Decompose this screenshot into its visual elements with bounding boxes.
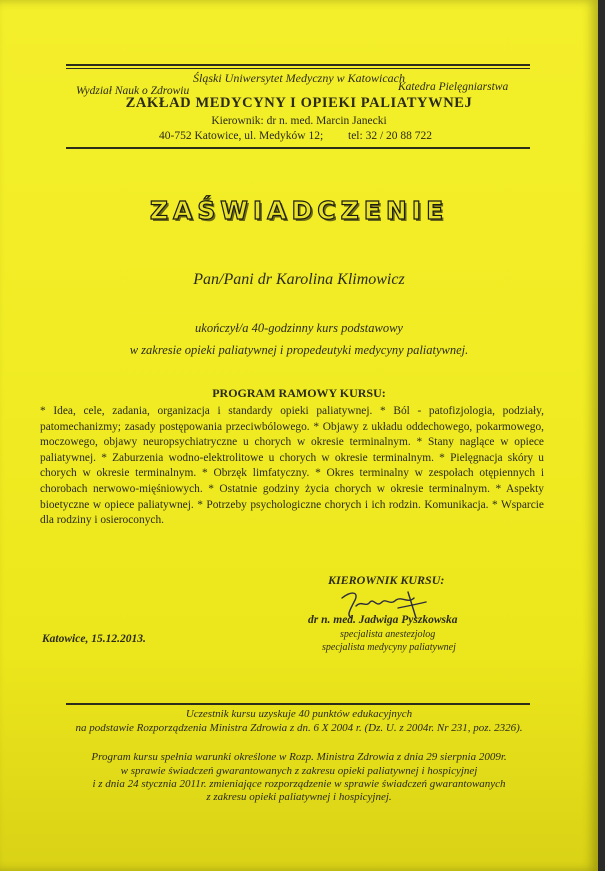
program-heading: PROGRAM RAMOWY KURSU: — [212, 386, 386, 400]
course-head-title-2: specjalista medycyny paliatywnej — [322, 642, 456, 653]
footer-line-6: z zakresu opieki paliatywnej i hospicyjnej. — [206, 791, 392, 803]
unit-name: ZAKŁAD MEDYCYNY I OPIEKI PALIATYWNEJ — [125, 95, 473, 111]
header-top-rule — [66, 64, 530, 66]
course-head-title-1: specjalista anestezjolog — [340, 629, 436, 640]
certificate-title: ZAŚWIADCZENIE — [149, 196, 449, 225]
footer-line-3: Program kursu spełnia warunki określone w Rozp. Ministra Zdrowia z dnia 29 sierpnia 2009r. — [91, 751, 507, 763]
header-top-rule-thin — [66, 68, 530, 69]
phone: tel: 32 / 20 88 722 — [348, 130, 433, 142]
footer-line-4: w sprawie świadczeń gwarantowanych z zakresu opieki paliatywnej i hospicyjnej — [120, 765, 478, 777]
place-and-date: Katowice, 15.12.2013. — [42, 633, 146, 645]
faculty-name: Wydział Nauk o Zdrowiu — [76, 85, 190, 97]
completion-line-1: ukończył/a 40-godzinny kurs podstawowy — [195, 321, 403, 335]
university-name: Śląski Uniwersytet Medyczny w Katowicach — [193, 71, 405, 85]
completion-line-2: w zakresie opieki paliatywnej i propedeutyki medycyny paliatywnej. — [129, 343, 469, 357]
footer-line-1: Uczestnik kursu uzyskuje 40 punktów edukacyjnych — [185, 708, 413, 720]
footer-line-2: na podstawie Rozporządzenia Ministra Zdrowia z dn. 6 X 2004 r. (Dz. U. z 2004r. Nr 231, poz. 2326). — [75, 722, 523, 734]
signature-label: KIEROWNIK KURSU: — [328, 573, 445, 587]
department-chair: Katedra Pielęgniarstwa — [398, 81, 509, 93]
course-head-name: dr n. med. Jadwiga Pyszkowska — [308, 614, 458, 626]
footer-rule — [66, 703, 530, 705]
header-bottom-rule — [66, 147, 530, 149]
address: 40-752 Katowice, ul. Medyków 12; — [159, 130, 324, 142]
program-text: * Idea, cele, zadania, organizacja i standardy opieki paliatywnej. * Ból - patofizjologia, podziały, patomechanizmy; zasady postępowania przeciwbólowego. * Objawy z układu oddechowego, pokarmowego, moczowego, objawy neuropsychiatryczne u chorych w okresie terminalnym. * Stany naglące w opiece paliatywnej. * Zaburzenia wodno-elektrolitowe u chorych w okresie terminalnym. * Pielęgnacja skóry u chorych w okresie terminalnym. * Obrzęk limfatyczny. * Okres terminalny w zespołach otępiennych i chorobach nerwowo-mięśniowych. * Ostatnie godziny życia chorych w okresie terminalnym. * Aspekty bioetyczne w opiece paliatywnej. * Potrzeby psychologiczne chorych i ich rodzin. Komunikacja. * Wsparcie dla rodziny i osieroconych. — [40, 405, 544, 527]
footer-line-5: i z dnia 24 stycznia 2011r. zmieniające rozporządzenie w sprawie świadczeń gwarantowanych — [92, 778, 506, 790]
head-of-unit: Kierownik: dr n. med. Marcin Janecki — [211, 115, 387, 127]
recipient: Pan/Pani dr Karolina Klimowicz — [193, 271, 405, 288]
